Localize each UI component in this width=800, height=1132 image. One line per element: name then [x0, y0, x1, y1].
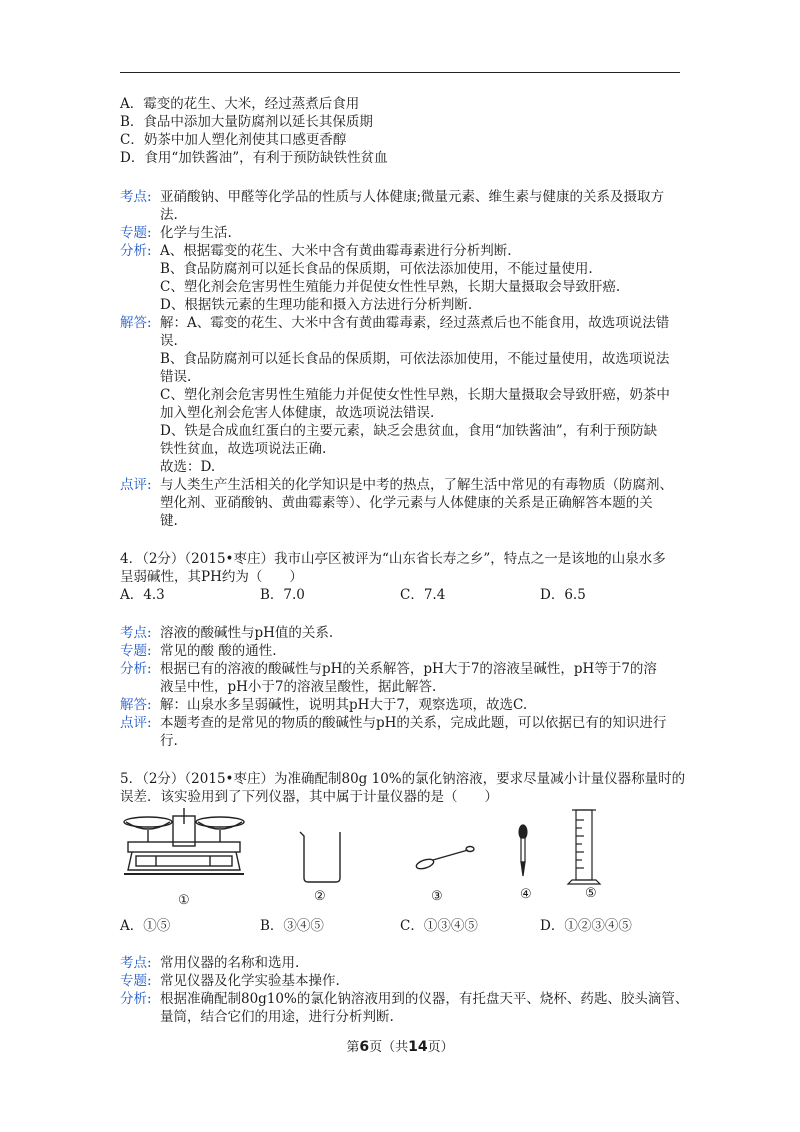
q3-option-d: D．食用“加铁酱油”，有利于预防缺铁性贫血: [120, 150, 388, 166]
q3-kaodian-2: 法.: [160, 207, 178, 223]
q4-jieda-tag: 解答:: [120, 697, 152, 713]
q3-option-b: B．食品中添加大量防腐剂以延长其保质期: [120, 114, 373, 130]
q5-option-c: C．①③④⑤: [400, 918, 478, 934]
figure-label-4: ④: [520, 887, 532, 902]
q3-jieda-4: 错误.: [160, 369, 192, 385]
q3-fenxi-a: A、根据霉变的花生、大米中含有黄曲霉毒素进行分析判断.: [160, 243, 512, 259]
q3-jieda-tag: 解答:: [120, 315, 152, 331]
q3-fenxi-d: D、根据铁元素的生理功能和摄入方法进行分析判断.: [160, 297, 473, 313]
q5-option-b: B．③④⑤: [260, 918, 324, 934]
footer-prefix: 第: [346, 1040, 360, 1055]
q4-stem-1: 4．（2分）（2015•枣庄）我市山亭区被评为“山东省长寿之乡”，特点之一是该地的山泉水多: [120, 551, 666, 567]
q5-kaodian-tag: 考点:: [120, 955, 152, 971]
q3-option-a: A．霉变的花生、大米，经过蒸煮后食用: [120, 96, 360, 112]
page-footer: [0, 1036, 800, 1055]
q5-zhuanti: 常见仪器及化学实验基本操作.: [160, 973, 340, 989]
q4-stem-2: 呈弱碱性，其PH约为（ ）: [120, 569, 303, 585]
q4-dianping-1: 本题考查的是常见的物质的酸碱性与pH的关系，完成此题，可以依据已有的知识进行: [160, 715, 667, 731]
q5-stem-1: 5．（2分）（2015•枣庄）为准确配制80g 10%的氯化钠溶液，要求尽量减小计量仪器称量时的: [120, 771, 686, 787]
q3-zhuanti: 化学与生活.: [160, 225, 232, 241]
q3-dianping-3: 键.: [160, 513, 178, 529]
q4-kaodian-tag: 考点:: [120, 625, 152, 641]
q3-jieda-8: 铁性贫血，故选项说法正确.: [160, 441, 327, 457]
figure-label-3: ③: [431, 889, 443, 904]
dropper-icon: [519, 825, 527, 876]
q3-option-c: C．奶茶中加人塑化剂使其口感更香醇: [120, 132, 347, 148]
figure-label-2: ②: [314, 889, 326, 904]
q4-option-d: D．6.5: [540, 587, 586, 603]
graduated-cylinder-icon: [568, 810, 600, 884]
page-number: 6: [359, 1039, 370, 1055]
spatula-icon: [415, 847, 474, 871]
page-total: 14: [408, 1039, 428, 1055]
q3-jieda-6: 加入塑化剂会危害人体健康，故选项说法错误.: [160, 405, 435, 421]
q4-fenxi-tag: 分析:: [120, 661, 152, 677]
figure-label-5: ⑤: [585, 886, 597, 901]
beaker-icon: [300, 832, 340, 882]
q3-zhuanti-tag: 专题:: [120, 225, 152, 241]
q4-option-a: A．4.3: [120, 587, 165, 603]
balance-icon: [124, 808, 244, 874]
footer-suffix: 页）: [427, 1040, 454, 1055]
q5-fenxi-tag: 分析:: [120, 991, 152, 1007]
q3-kaodian-tag: 考点:: [120, 189, 152, 205]
q4-jieda: 解：山泉水多呈弱碱性，说明其pH大于7，观察选项，故选C.: [160, 697, 528, 713]
footer-middle: 页（共: [369, 1040, 409, 1055]
q4-fenxi-2: 液呈中性，pH小于7的溶液呈酸性，据此解答.: [160, 679, 437, 695]
q4-option-b: B．7.0: [260, 587, 305, 603]
q5-option-a: A．①⑤: [120, 918, 171, 934]
q3-dianping-tag: 点评:: [120, 477, 152, 493]
q4-fenxi-1: 根据已有的溶液的酸碱性与pH的关系解答，pH大于7的溶液呈碱性，pH等于7的溶: [160, 661, 657, 677]
q3-fenxi-c: C、塑化剂会危害男性生殖能力并促使女性性早熟，长期大量摄取会导致肝癌.: [160, 279, 621, 295]
q4-zhuanti: 常见的酸 酸的通性.: [160, 643, 277, 659]
q5-option-d: D．①②③④⑤: [540, 918, 632, 934]
q4-option-c: C．7.4: [400, 587, 446, 603]
q4-kaodian: 溶液的酸碱性与pH值的关系.: [160, 625, 334, 641]
q3-jieda-7: D、铁是合成血红蛋白的主要元素，缺乏会患贫血，食用“加铁酱油”，有利于预防缺: [160, 423, 658, 439]
q3-fenxi-tag: 分析:: [120, 243, 152, 259]
q3-jieda-2: 误.: [160, 333, 178, 349]
figure-label-1: ①: [178, 893, 190, 908]
q4-dianping-2: 行.: [160, 733, 178, 749]
q3-kaodian: 亚硝酸钠、甲醛等化学品的性质与人体健康;微量元素、维生素与健康的关系及摄取方: [160, 189, 665, 205]
q3-jieda-1: 解：A、霉变的花生、大米中含有黄曲霉毒素，经过蒸煮后也不能食用，故选项说法错: [160, 315, 670, 331]
q5-kaodian: 常用仪器的名称和选用.: [160, 955, 300, 971]
q4-dianping-tag: 点评:: [120, 715, 152, 731]
q3-fenxi-b: B、食品防腐剂可以延长食品的保质期，可依法添加使用，不能过量使用.: [160, 261, 593, 277]
q5-stem-2: 误差．该实验用到了下列仪器，其中属于计量仪器的是（ ）: [120, 789, 498, 805]
q5-zhuanti-tag: 专题:: [120, 973, 152, 989]
q5-fenxi-1: 根据准确配制80g10%的氯化钠溶液用到的仪器，有托盘天平、烧杯、药匙、胶头滴管、: [160, 991, 689, 1007]
q3-dianping-1: 与人类生产生活相关的化学知识是中考的热点，了解生活中常见的有毒物质（防腐剂、: [160, 477, 673, 493]
q4-zhuanti-tag: 专题:: [120, 643, 152, 659]
header-rule: [120, 72, 680, 73]
q3-dianping-2: 塑化剂、亚硝酸钠、黄曲霉素等）、化学元素与人体健康的关系是正确解答本题的关: [160, 495, 653, 511]
q3-jieda-9: 故选：D.: [160, 459, 216, 475]
q5-fenxi-2: 量筒，结合它们的用途，进行分析判断.: [160, 1009, 394, 1025]
q3-jieda-3: B、食品防腐剂可以延长食品的保质期，可依法添加使用，不能过量使用，故选项说法: [160, 351, 670, 367]
q3-jieda-5: C、塑化剂会危害男性生殖能力并促使女性性早熟，长期大量摄取会导致肝癌，奶茶中: [160, 387, 670, 403]
